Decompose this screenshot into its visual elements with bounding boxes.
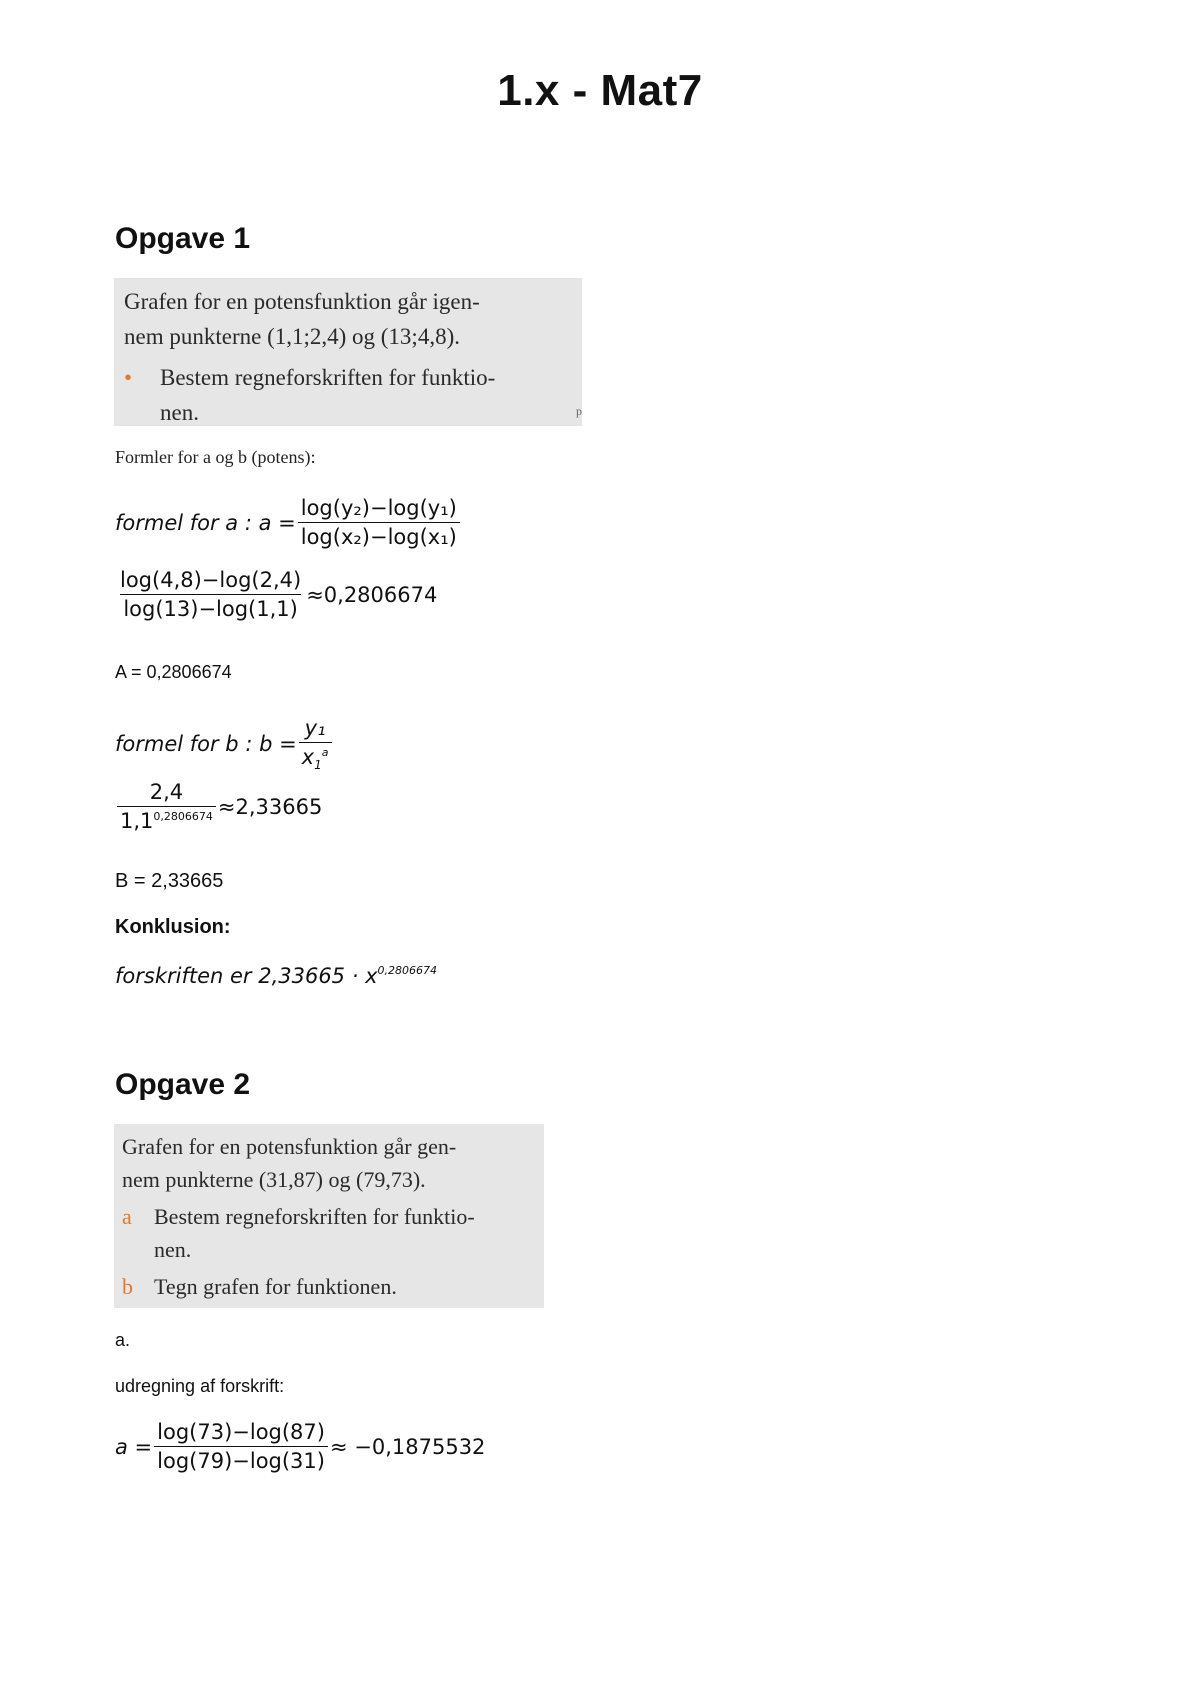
task-letter-a: a — [122, 1204, 132, 1229]
formel-a-prefix: formel for a : a = — [115, 510, 296, 535]
scan-line: Grafen for en potensfunktion går gen- — [122, 1134, 457, 1159]
page-title: 1.x - Mat7 — [497, 66, 703, 115]
scan-line: nem punkterne (31,87) og (79,73). — [122, 1167, 426, 1192]
opgave2-calc-a-numerator: log(73)−log(87) — [157, 1420, 325, 1444]
formel-a-denominator: log(x₂)−log(x₁) — [298, 522, 460, 549]
scan-line: nen. — [160, 400, 199, 425]
opgave2-scan-image — [114, 1124, 544, 1308]
calc-b — [115, 780, 322, 833]
scan-line: nen. — [154, 1237, 192, 1262]
formel-a — [115, 496, 462, 549]
opgave2-calc-a-prefix: a = — [115, 1434, 153, 1459]
formel-b-numerator: y₁ — [304, 716, 326, 740]
udregning-label: udregning af forskrift: — [115, 1376, 285, 1396]
bullet-icon: • — [124, 365, 133, 390]
scan-line: Bestem regneforskriften for funktio- — [160, 365, 496, 390]
konklusion-text: forskriften er 2,33665 · x — [115, 964, 378, 988]
opgave2-heading: Opgave 2 — [115, 1068, 251, 1101]
opgave2-calc-a-result: ≈ −0,1875532 — [329, 1434, 486, 1459]
a-result: A = 0,2806674 — [115, 662, 232, 682]
scan-line: nem punkterne (1,1;2,4) og (13;4,8). — [124, 324, 460, 349]
calc-b-numerator: 2,4 — [149, 780, 184, 804]
scan-line: Grafen for en potensfunktion går igen- — [124, 289, 480, 314]
konklusion-exponent: 0,2806674 — [377, 963, 437, 977]
opgave2-calc-a-denominator: log(79)−log(31) — [154, 1446, 328, 1473]
task-letter-b: b — [122, 1274, 133, 1299]
scan-line: Bestem regneforskriften for funktio- — [154, 1204, 475, 1229]
scan-line: Tegn grafen for funktionen. — [154, 1274, 397, 1299]
calc-b-result: ≈2,33665 — [217, 794, 323, 819]
formel-b — [115, 716, 334, 772]
calc-a-denominator: log(13)−log(1,1) — [120, 594, 301, 621]
b-result: B = 2,33665 — [115, 870, 224, 892]
opgave1-heading: Opgave 1 — [115, 222, 251, 255]
formel-a-numerator: log(y₂)−log(y₁) — [300, 496, 457, 520]
konklusion-label: Konklusion: — [115, 916, 231, 938]
calc-a-result: ≈0,2806674 — [306, 582, 438, 607]
formler-label: Formler for a og b (potens): — [115, 447, 316, 467]
konklusion-formula — [115, 964, 437, 988]
part-a-label: a. — [115, 1330, 131, 1350]
scan-mark: p — [576, 404, 582, 418]
calc-a — [115, 568, 437, 621]
opgave1-scan-image — [114, 278, 582, 426]
formel-b-prefix: formel for b : b = — [115, 732, 297, 757]
formel-b-denominator: $x_1^a$ — [299, 742, 332, 772]
opgave2-calc-a — [115, 1420, 485, 1473]
calc-b-denominator: $1,1^{0,2806674}$ — [117, 806, 216, 833]
calc-a-numerator: log(4,8)−log(2,4) — [120, 568, 302, 592]
